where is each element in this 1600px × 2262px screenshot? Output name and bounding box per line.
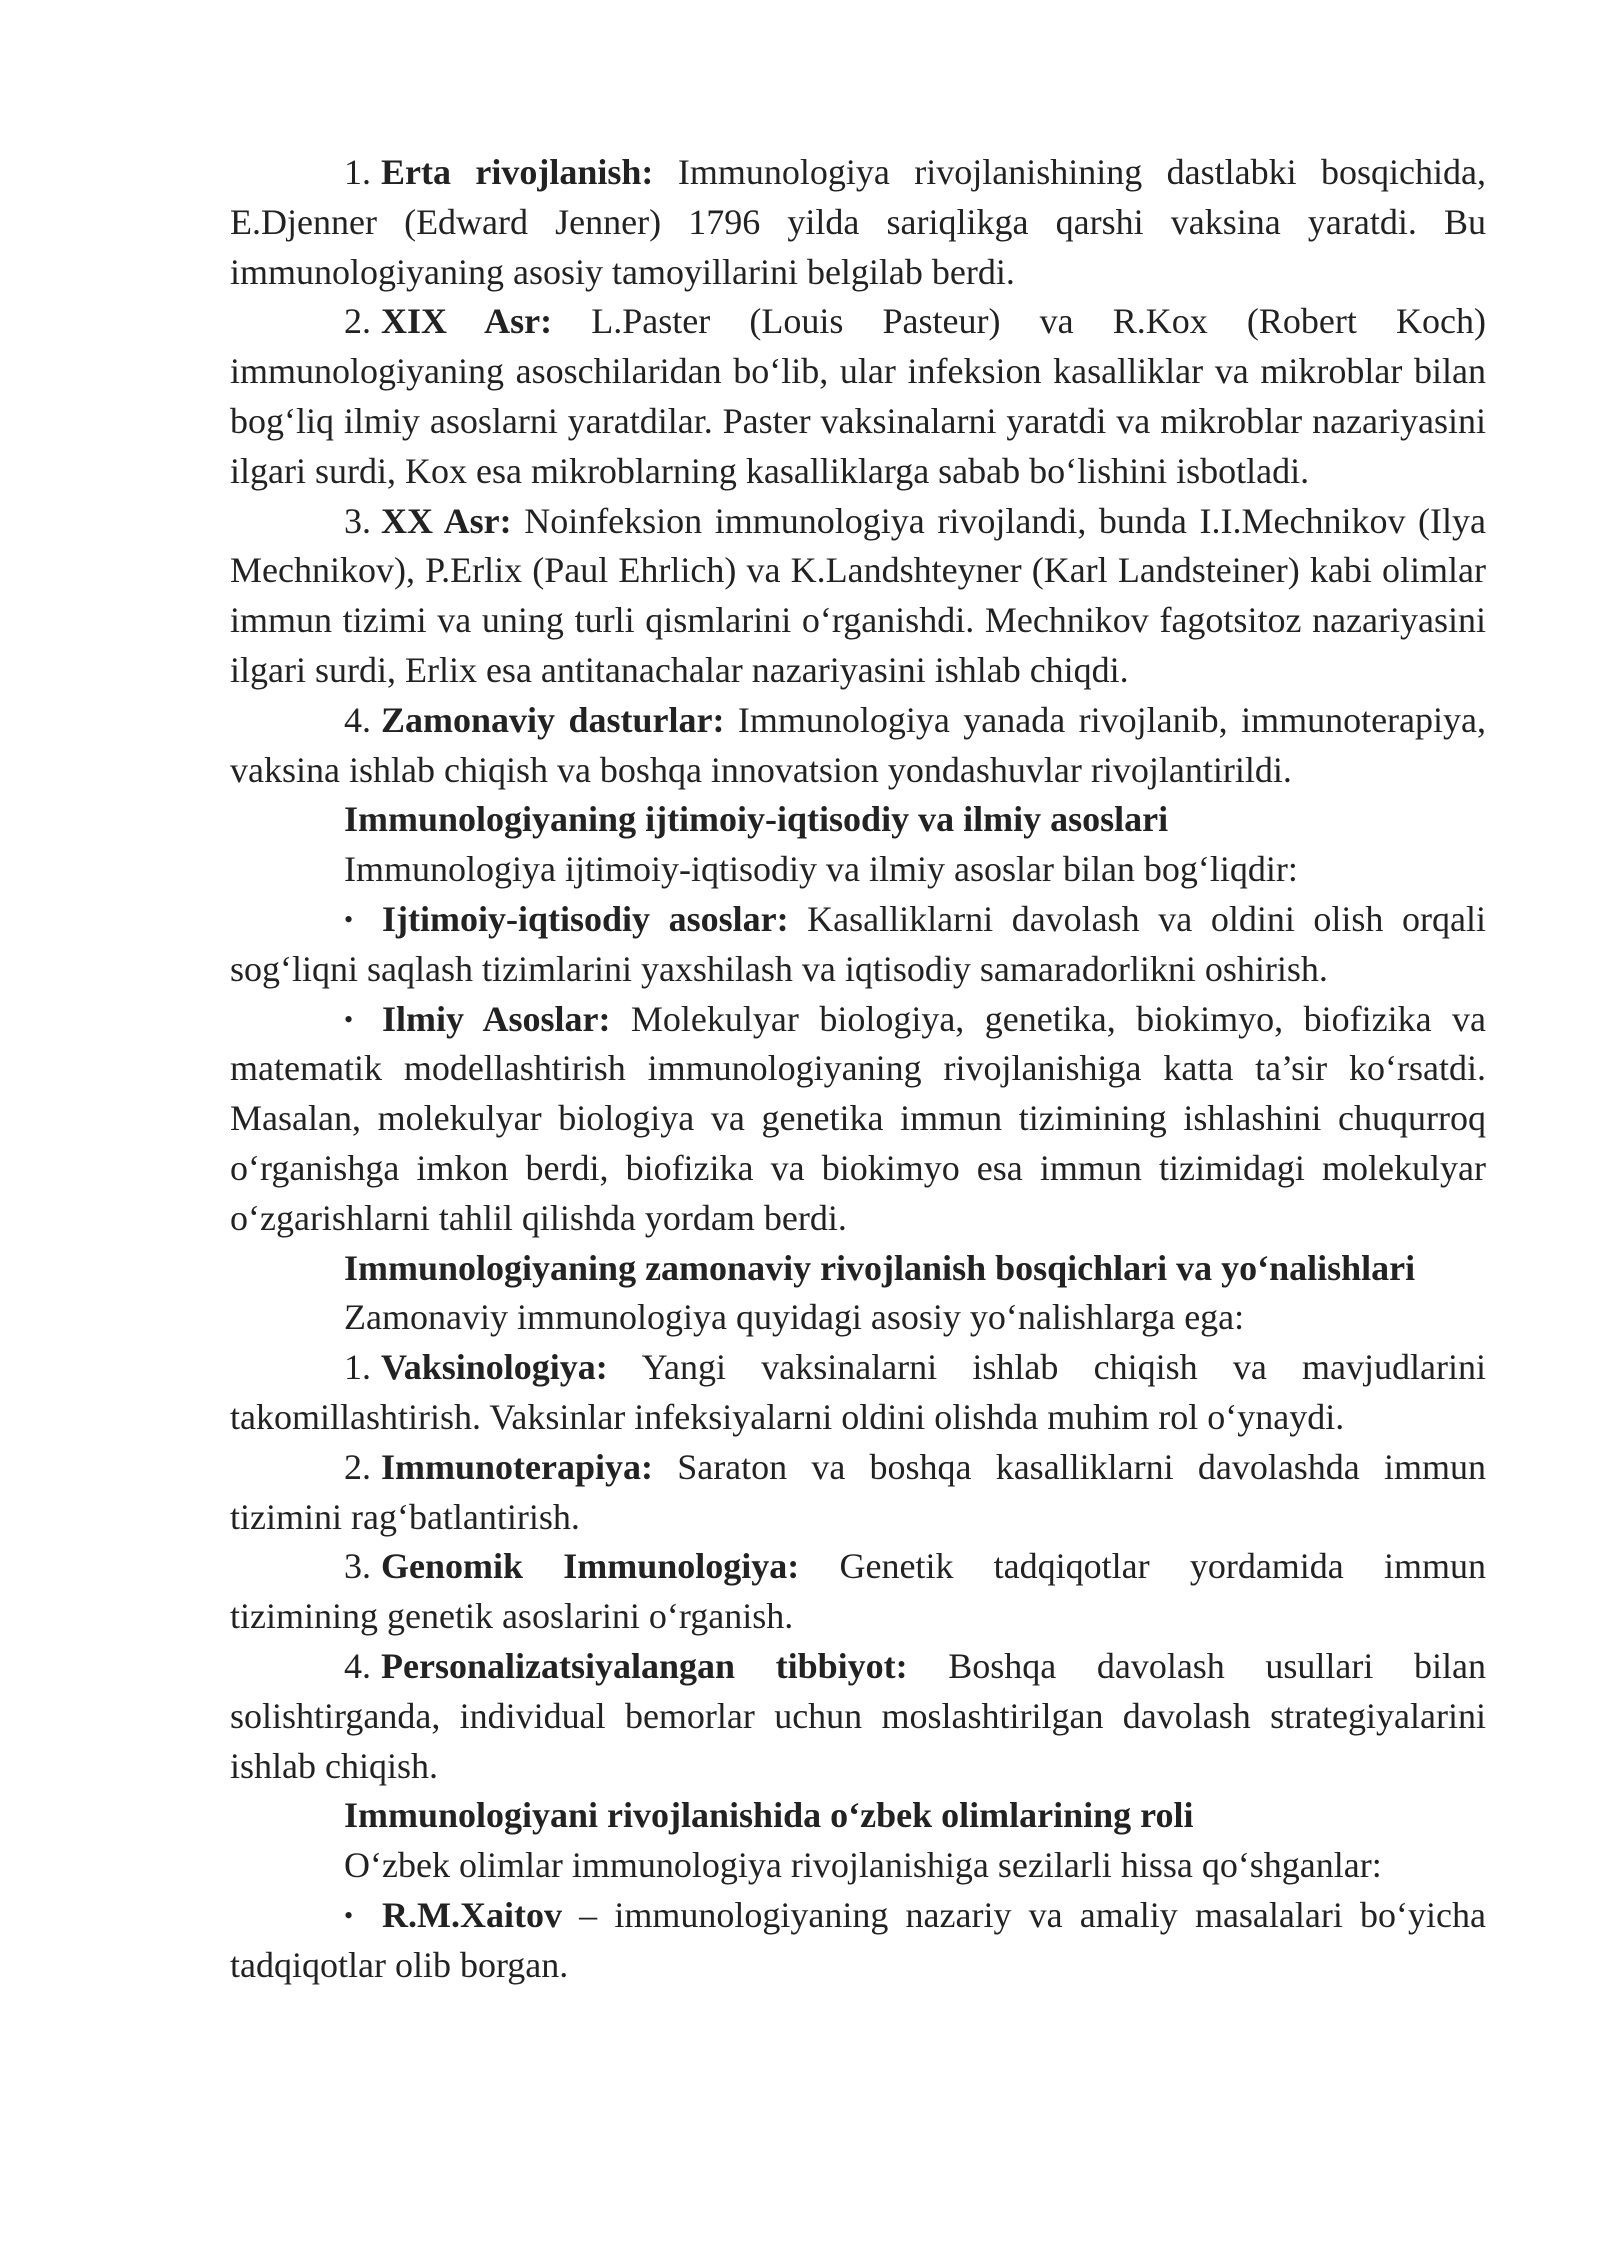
item-text: Boshqa davolash usullari bilan solishtirganda, individual bemorlar uchun moslashtirilgan davolash strategiyalarini ishlab chiqish. (230, 1645, 1486, 1786)
bullet-item-uzbek-1 (230, 1891, 1486, 1991)
item-number: 4. (344, 699, 371, 740)
item-title: Personalizatsiyalangan tibbiyot: (381, 1645, 908, 1686)
item-text: Genetik tadqiqotlar yordamida immun tizimining genetik asoslarini o‘rganish. (230, 1546, 1486, 1637)
item-number: 4. (344, 1645, 371, 1686)
history-item-2 (230, 297, 1486, 496)
item-title: Ilmiy Asoslar: (382, 998, 611, 1039)
item-title: Genomik Immunologiya: (381, 1546, 800, 1587)
bullet-icon: • (344, 1004, 354, 1034)
section-intro-socio: Immunologiya ijtimoiy-iqtisodiy va ilmiy asoslar bilan bog‘liqdir: (344, 849, 1298, 890)
item-number: 1. (344, 1347, 371, 1388)
item-number: 2. (344, 1446, 371, 1487)
modern-item-1 (230, 1343, 1486, 1443)
item-text: L.Paster (Louis Pasteur) va R.Kox (Robert Koch) immunologiyaning asoschilaridan bo‘lib, ular infeksion kasalliklar va mikroblar bilan bog‘liq ilmiy asoslarni yaratdilar. Paster vaksinalarni yaratdi va mikroblar nazariyasini ilgari surdi, Kox esa mikroblarning kasalliklarga sabab bo‘lishini isbotladi. (230, 301, 1486, 491)
item-text: Molekulyar biologiya, genetika, biokimyo, biofizika va matematik modellashtirish immunologiyaning rivojlanishiga katta ta’sir ko‘rsatdi. Masalan, molekulyar biologiya va genetika immun tizimining ishlashini chuqurroq o‘rganishga imkon berdi, biofizika va biokimyo esa immun tizimidagi molekulyar o‘zgarishlarni tahlil qilishda yordam berdi. (230, 998, 1486, 1238)
item-text: Immunologiya rivojlanishining dastlabki bosqichida, E.Djenner (Edward Jenner) 1796 yilda sariqlikga qarshi vaksina yaratdi. Bu immunologiyaning asosiy tamoyillarini belgilab berdi. (230, 152, 1487, 292)
item-text: – immunologiyaning nazariy va amaliy masalalari bo‘yicha tadqiqotlar olib borgan. (230, 1894, 1486, 1985)
item-title: Immunoterapiya: (381, 1446, 653, 1487)
item-text: Yangi vaksinalarni ishlab chiqish va mavjudlarini takomillashtirish. Vaksinlar infeksiyalarni oldini olishda muhim rol o‘ynaydi. (230, 1347, 1486, 1437)
item-title: Zamonaviy dasturlar: (381, 699, 725, 740)
section-intro-modern: Zamonaviy immunologiya quyidagi asosiy yo‘nalishlarga ega: (344, 1297, 1245, 1338)
history-item-3 (230, 497, 1486, 696)
history-item-1 (230, 148, 1486, 297)
bullet-item-socio-2 (230, 995, 1486, 1244)
item-text: Kasalliklarni davolash va oldini olish orqali sog‘liqni saqlash tizimlarini yaxshilash va iqtisodiy samaradorlikni oshirish. (230, 898, 1486, 989)
item-number: 3. (344, 500, 371, 541)
item-number: 2. (344, 301, 371, 342)
item-title: Erta rivojlanish: (381, 152, 654, 192)
item-number: 1. (344, 152, 371, 192)
section-heading-uzbek: Immunologiyani rivojlanishida o‘zbek olimlarining roli (344, 1795, 1194, 1836)
item-title: Ijtimoiy-iqtisodiy asoslar: (382, 898, 789, 939)
section-heading-socio: Immunologiyaning ijtimoiy-iqtisodiy va ilmiy asoslari (344, 799, 1169, 840)
bullet-icon: • (344, 1900, 354, 1930)
document-page (230, 148, 1486, 1990)
modern-item-2 (230, 1443, 1486, 1543)
item-text: Saraton va boshqa kasalliklarni davolashda immun tizimini rag‘batlantirish. (230, 1446, 1486, 1537)
item-title: XIX Asr: (381, 301, 553, 342)
item-text: Immunologiya yanada rivojlanib, immunoterapiya, vaksina ishlab chiqish va boshqa innovatsion yondashuvlar rivojlantirildi. (230, 699, 1486, 790)
section-heading-modern: Immunologiyaning zamonaviy rivojlanish bosqichlari va yo‘nalishlari (344, 1247, 1416, 1288)
section-intro-uzbek: O‘zbek olimlar immunologiya rivojlanishiga sezilarli hissa qo‘shganlar: (344, 1845, 1382, 1886)
bullet-icon: • (344, 904, 354, 934)
modern-item-3 (230, 1542, 1486, 1642)
bullet-item-socio-1 (230, 895, 1486, 995)
item-text: Noinfeksion immunologiya rivojlandi, bunda I.I.Mechnikov (Ilya Mechnikov), P.Erlix (Paul Ehrlich) va K.Landshteyner (Karl Landsteiner) kabi olimlar immun tizimi va uning turli qismlarini o‘rganishdi. Mechnikov fagotsitoz nazariyasini ilgari surdi, Erlix esa antitanachalar nazariyasini ishlab chiqdi. (230, 500, 1487, 690)
item-title: Vaksinologiya: (381, 1347, 608, 1388)
item-number: 3. (344, 1546, 371, 1587)
history-item-4 (230, 696, 1486, 796)
item-title: R.M.Xaitov (382, 1894, 562, 1935)
item-title: XX Asr: (381, 500, 512, 541)
modern-item-4 (230, 1642, 1486, 1791)
